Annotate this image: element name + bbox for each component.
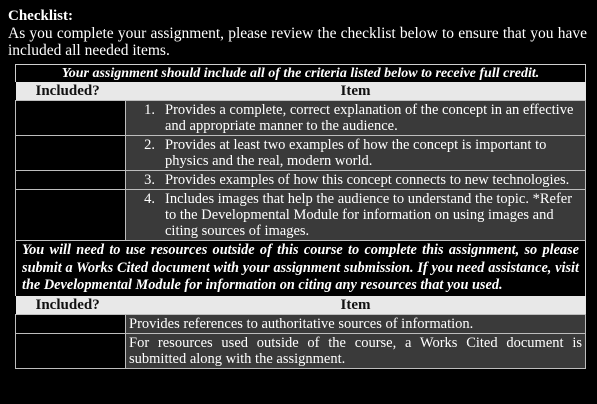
criterion-text: Provides references to authoritative sources of information. xyxy=(126,314,586,333)
criterion-cell xyxy=(126,171,586,190)
works-cited-note: You will need to use resources outside of this course to complete this assignment, so please submit a Works Cited document with your assignment submission. If you need assistance, visit the Developmental Module for information on citing any resources that you used. xyxy=(16,241,586,296)
criterion-number: 4. xyxy=(144,191,155,207)
criterion-cell xyxy=(126,101,586,136)
item-column-header: Item xyxy=(126,296,586,315)
included-checkbox-cell[interactable] xyxy=(16,171,126,190)
criterion-text: Provides examples of how this concept connects to new technologies. xyxy=(165,172,570,188)
table-row xyxy=(16,333,586,368)
table-header-row xyxy=(16,82,586,101)
included-checkbox-cell[interactable] xyxy=(16,136,126,171)
intro-paragraph: As you complete your assignment, please review the checklist below to ensure that you have included all needed items. xyxy=(8,25,587,59)
checklist-table xyxy=(15,64,586,369)
criterion-cell xyxy=(126,136,586,171)
table-row xyxy=(16,101,586,136)
criterion-number: 1. xyxy=(144,102,155,118)
criterion-text: Provides a complete, correct explanation of the concept in an effective and appropriate manner to the audience. xyxy=(165,102,574,134)
item-column-header: Item xyxy=(126,82,586,101)
table-row xyxy=(16,190,586,241)
included-column-header: Included? xyxy=(16,82,126,101)
criterion-text: For resources used outside of the course, a Works Cited document is submitted along with the assignment. xyxy=(126,333,586,368)
included-checkbox-cell[interactable] xyxy=(16,190,126,241)
table-row xyxy=(16,136,586,171)
criterion-number: 2. xyxy=(144,137,155,153)
included-checkbox-cell[interactable] xyxy=(16,101,126,136)
table-header-row xyxy=(16,296,586,315)
table-row xyxy=(16,314,586,333)
criterion-text: Includes images that help the audience to understand the topic. *Refer to the Developmental Module for information on using images and citing sources of images. xyxy=(165,191,573,239)
criterion-text: Provides at least two examples of how the concept is important to physics and the real, modern world. xyxy=(165,137,547,169)
table-row xyxy=(16,171,586,190)
criterion-cell xyxy=(126,190,586,241)
included-checkbox-cell[interactable] xyxy=(16,333,126,368)
checklist-title: Checklist: xyxy=(8,8,73,24)
included-column-header: Included? xyxy=(16,296,126,315)
included-checkbox-cell[interactable] xyxy=(16,314,126,333)
criterion-number: 3. xyxy=(144,172,155,188)
full-credit-note: Your assignment should include all of the criteria listed below to receive full credit. xyxy=(16,65,586,83)
